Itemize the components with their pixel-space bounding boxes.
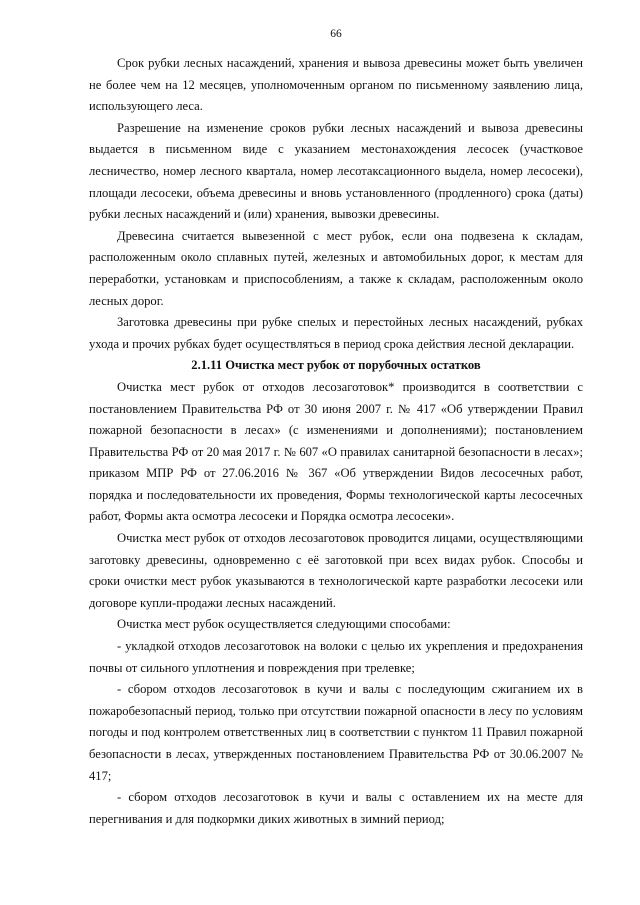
section-heading: 2.1.11 Очистка мест рубок от порубочных остатков xyxy=(191,358,481,373)
paragraph-cleanup-regulations: Очистка мест рубок от отходов лесозаготовок* производится в соответствии с постановлением Правительства РФ от 30 июня 2007 г. № 417 «Об утверждении Правил пожарной безопасности в лесах» (с изменениями и дополнениями); постановлением Правительства РФ от 20 мая 2017 г. № 607 «О правилах санитарной безопасности в лесах»; приказом МПР РФ от 27.06.2016 № 367 «Об утверждении Видов лесосечных работ, порядка и последовательности их проведения, Формы технологической карты лесосечных работ, Формы акта осмотра лесосеки и Порядка осмотра лесосеки». xyxy=(89,379,583,524)
list-item-method-leave-piles: - сбором отходов лесозаготовок в кучи и валы с оставлением их на месте для перегнивания и для подкормки диких животных в зимний период; xyxy=(89,790,583,826)
paragraph-extension-term: Срок рубки лесных насаждений, хранения и вывоза древесины может быть увеличен не более чем на 12 месяцев, уполномоченным органом по письменному заявлению лица, использующего леса. xyxy=(89,56,583,114)
paragraph-cleanup-responsibility: Очистка мест рубок от отходов лесозаготовок проводится лицами, осуществляющими заготовку древесины, одновременно с её заготовкой при всех видах рубок. Способы и сроки очистки мест рубок указываются в технологической карте разработки лесосеки или договоре купли-продажи лесных насаждений. xyxy=(89,531,583,610)
paragraph-permission: Разрешение на изменение сроков рубки лесных насаждений и вывоза древесины выдается в письменном виде с указанием местонахождения лесосек (участковое лесничество, номер лесного квартала, номер лесотаксационного выдела, номер лесосеки), площади лесосеки, объема древесины и вновь установленного (продленного) срока (даты) рубки лесных насаждений и (или) хранения, вывозки древесины. xyxy=(89,120,583,222)
list-item-method-drag-roads: - укладкой отходов лесозаготовок на волоки с целью их укрепления и предохранения почвы от сильного уплотнения и повреждения при трелевке; xyxy=(89,639,583,675)
document-body xyxy=(89,53,583,830)
page-number: 66 xyxy=(330,28,342,40)
paragraph-cleanup-methods-intro: Очистка мест рубок осуществляется следующими способами: xyxy=(117,617,451,632)
paragraph-harvest-period: Заготовка древесины при рубке спелых и перестойных лесных насаждений, рубках ухода и прочих рубках будет осуществляться в период срока действия лесной декларации. xyxy=(89,315,583,351)
paragraph-wood-removed: Древесина считается вывезенной с мест рубок, если она подвезена к складам, расположенным около сплавных путей, железных и автомобильных дорог, к местам для переработки, установкам и приспособлениям, а также к складам, расположенным около лесных дорог. xyxy=(89,228,583,308)
list-item-method-burning: - сбором отходов лесозаготовок в кучи и валы с последующим сжиганием их в пожаробезопасный период, только при отсутствии пожарной опасности в лесу по условиям погоды и под контролем ответственных лиц в соответствии с пунктом 11 Правил пожарной безопасности в лесах, утвержденных постановлением Правительства РФ от 30.06.2007 № 417; xyxy=(89,682,583,783)
